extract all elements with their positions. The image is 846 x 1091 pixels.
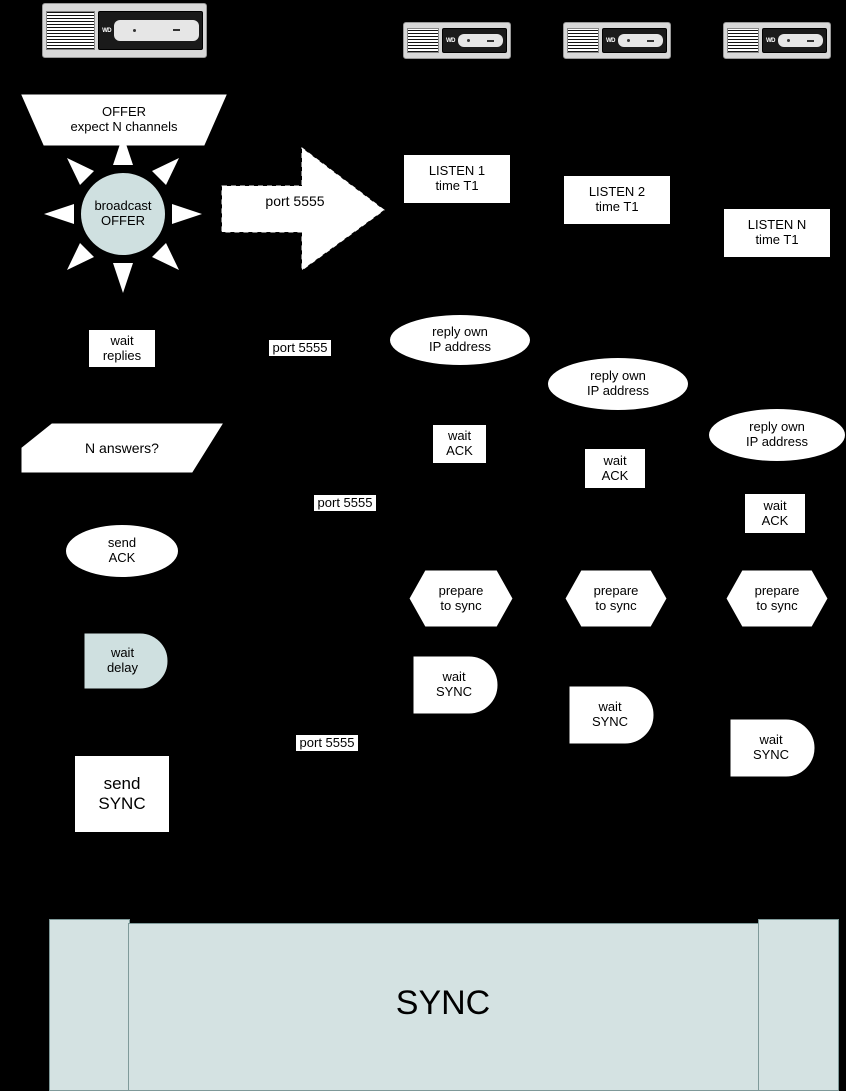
device-1 <box>403 22 511 59</box>
prepare-sync-2-line1: prepare <box>593 582 639 598</box>
wait-ack-n-node <box>744 493 806 534</box>
wait-replies-line2: replies <box>102 347 142 363</box>
wait-ack-2-node <box>584 448 646 489</box>
arrow-port-text: port 5555 <box>265 192 325 209</box>
listen-n-node <box>723 208 831 258</box>
device-2 <box>563 22 671 59</box>
reply-ip-2-line1: reply own <box>590 368 646 384</box>
wait-sync-2-line1: wait <box>598 699 622 715</box>
sync-bar-left-segment <box>49 919 130 1091</box>
wait-ack-n-line1: wait <box>763 497 787 513</box>
wait-sync-n-node <box>730 719 812 777</box>
port-label-2 <box>308 493 382 513</box>
listen-1-node <box>403 154 511 204</box>
send-sync-line2: SYNC <box>98 794 146 813</box>
prepare-sync-n-line1: prepare <box>754 582 800 598</box>
device-led-icon <box>787 39 790 42</box>
wait-replies-node <box>88 329 156 368</box>
device-n <box>723 22 831 59</box>
device-slot-icon <box>647 40 654 42</box>
wait-sync-n-line2: SYNC <box>752 747 790 762</box>
device-led-icon <box>467 39 470 42</box>
reply-ip-n-line1: reply own <box>749 419 805 435</box>
device-logo: WD <box>766 37 775 44</box>
reply-ip-1-line2: IP address <box>429 339 491 354</box>
wait-sync-1-node <box>413 656 495 714</box>
wait-delay-node <box>85 634 160 688</box>
device-indicator-panel <box>458 34 503 47</box>
device-led-icon <box>627 39 630 42</box>
device-slot-icon <box>807 40 814 42</box>
device-front-panel <box>46 11 95 51</box>
sync-label-text: SYNC <box>395 983 491 1022</box>
wait-sync-n-line1: wait <box>759 732 783 748</box>
listen-n-line2: time T1 <box>755 232 799 247</box>
device-body <box>602 28 667 53</box>
send-ack-line1: send <box>107 535 137 551</box>
wait-sync-2-line2: SYNC <box>591 714 629 729</box>
listen-2-node <box>563 175 671 225</box>
device-slot-icon <box>487 40 494 42</box>
broadcast-offer-node <box>80 172 166 256</box>
wait-ack-2-line2: ACK <box>601 467 629 483</box>
prepare-sync-n-node <box>726 570 828 627</box>
port-label-3-text: port 5555 <box>295 734 360 753</box>
wait-replies-line1: wait <box>110 332 134 348</box>
arrow-port-label <box>240 190 350 212</box>
n-answers-text: N answers? <box>85 439 159 456</box>
broadcast-line2: OFFER <box>100 213 146 228</box>
device-body <box>762 28 827 53</box>
device-logo: WD <box>446 37 455 44</box>
listen-1-line1: LISTEN 1 <box>428 163 486 179</box>
device-master <box>42 3 207 58</box>
prepare-sync-n-line2: to sync <box>756 597 798 613</box>
listen-2-line1: LISTEN 2 <box>588 184 646 200</box>
device-indicator-panel <box>618 34 663 47</box>
wait-ack-1-line2: ACK <box>446 443 473 458</box>
device-led-icon <box>133 29 136 32</box>
prepare-sync-2-node <box>565 570 667 627</box>
send-sync-line1: send <box>103 774 141 794</box>
prepare-sync-1-line1: prepare <box>438 582 484 598</box>
wait-sync-2-node <box>569 686 651 744</box>
reply-ip-2-line2: IP address <box>587 383 649 398</box>
reply-ip-1-line1: reply own <box>432 324 488 340</box>
broadcast-line1: broadcast <box>94 198 152 214</box>
sync-bar-label <box>128 923 758 1083</box>
device-front-panel <box>567 28 599 53</box>
device-body <box>442 28 507 53</box>
port-label-3 <box>290 733 364 753</box>
wait-delay-line1: wait <box>110 645 135 661</box>
offer-banner-line1: OFFER <box>101 104 147 120</box>
reply-ip-2-node <box>547 357 689 411</box>
device-body <box>98 11 203 51</box>
send-ack-node <box>65 524 179 578</box>
wait-ack-n-line2: ACK <box>761 512 789 528</box>
listen-2-line2: time T1 <box>595 199 639 214</box>
reply-ip-n-line2: IP address <box>746 434 808 449</box>
wait-sync-1-line1: wait <box>442 669 466 685</box>
wait-ack-2-line1: wait <box>603 452 627 468</box>
wait-sync-1-line2: SYNC <box>435 684 473 699</box>
reply-ip-1-node <box>389 314 531 366</box>
port-label-1-text: port 5555 <box>268 339 333 358</box>
port-label-1 <box>263 338 337 358</box>
port-label-2-text: port 5555 <box>313 494 378 513</box>
offer-banner-line2: expect N channels <box>70 119 178 134</box>
send-sync-node <box>74 755 170 833</box>
listen-1-line2: time T1 <box>435 178 479 193</box>
prepare-sync-1-node <box>409 570 513 627</box>
n-answers-decision <box>22 424 222 472</box>
device-logo: WD <box>102 27 112 34</box>
device-slot-icon <box>173 29 180 31</box>
device-logo: WD <box>606 37 615 44</box>
wait-delay-line2: delay <box>106 660 139 675</box>
reply-ip-n-node <box>708 408 846 462</box>
wait-ack-1-node <box>432 424 487 464</box>
device-indicator-panel <box>114 20 199 41</box>
device-front-panel <box>727 28 759 53</box>
device-front-panel <box>407 28 439 53</box>
sync-bar-right-segment <box>758 919 839 1091</box>
prepare-sync-2-line2: to sync <box>595 597 637 613</box>
send-ack-line2: ACK <box>108 550 136 565</box>
wait-ack-1-line1: wait <box>447 428 472 444</box>
prepare-sync-1-line2: to sync <box>440 597 482 613</box>
listen-n-line1: LISTEN N <box>747 217 807 233</box>
device-indicator-panel <box>778 34 823 47</box>
